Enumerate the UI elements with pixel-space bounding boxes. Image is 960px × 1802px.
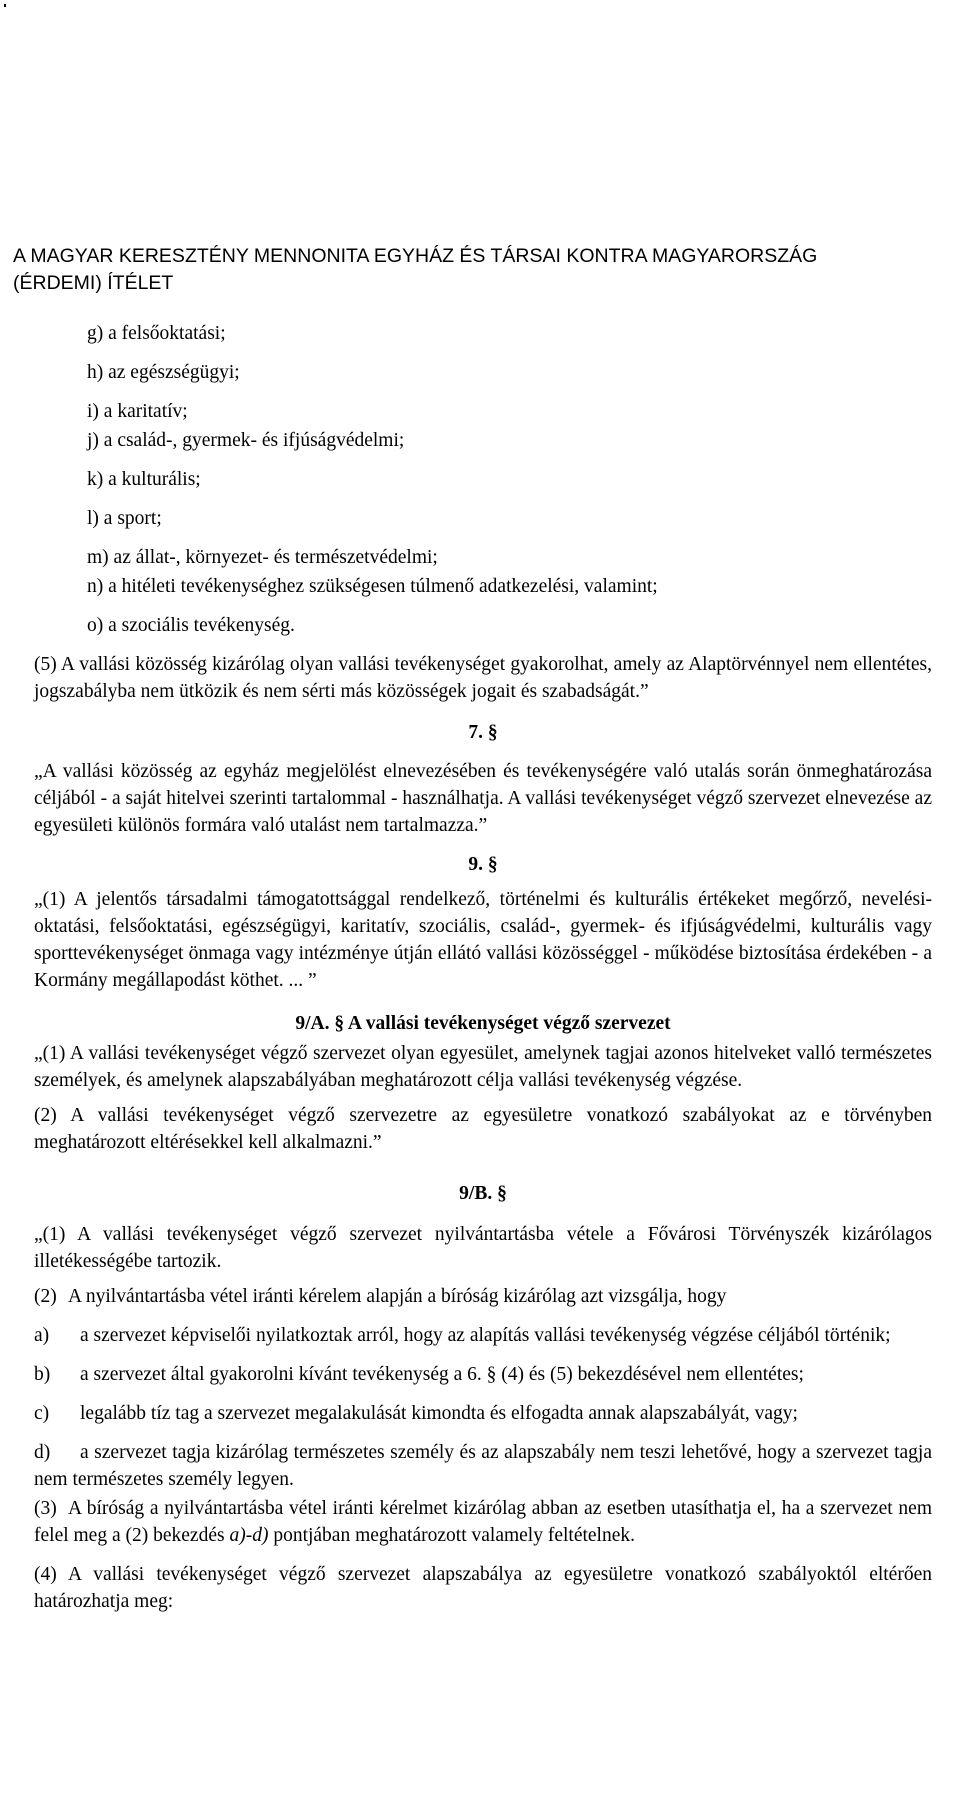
list-item: m) az állat-, környezet- és természetvédelmi; xyxy=(87,547,438,568)
page-corner-mark xyxy=(4,4,6,7)
list-item: o) a szociális tevékenység. xyxy=(87,615,295,636)
list-item: h) az egészségügyi; xyxy=(87,362,240,383)
para-text-italic: a)-d) xyxy=(229,1525,269,1546)
point-text: legalább tíz tag a szervezet megalakulását kimondta és elfogadta annak alapszabályát, vagy; xyxy=(80,1403,798,1424)
document-header xyxy=(13,243,817,297)
section-7-heading: 7. § xyxy=(468,722,498,743)
point-c xyxy=(34,1400,932,1427)
activity-list xyxy=(34,320,932,639)
para-number: (3) xyxy=(34,1498,57,1519)
point-letter: a) xyxy=(34,1325,50,1346)
list-item: k) a kulturális; xyxy=(87,469,201,490)
section-9-text: „(1) A jelentős társadalmi támogatottsággal rendelkező, történelmi és kulturális értékeket megőrző, nevelési-oktatási, felsőoktatási, egészségügyi, karitatív, szociális, család-, gyermek- és ifjúságvédelmi, kulturális vagy sporttevékenységet önmaga vagy intézménye útján ellátó vallási közösséggel - működése biztosítása érdekében - a Kormány megállapodást köthet. ... ” xyxy=(34,889,932,991)
section-9b-heading: 9/B. § xyxy=(459,1183,507,1204)
point-letter: c) xyxy=(34,1403,50,1424)
point-text: a szervezet tagja kizárólag természetes személy és az alapszabály nem teszi lehetővé, hogy a szervezet tagja nem természetes személy legyen. xyxy=(34,1442,932,1490)
paragraph-5: (5) A vallási közösség kizárólag olyan vallási tevékenységet gyakorolhat, amely az Alaptörvénnyel nem ellentétes, jogszabályba nem ütközik és nem sérti más közösségek jogait és szabadságát.” xyxy=(34,654,932,702)
list-item: n) a hitéleti tevékenységhez szükségesen túlmenő adatkezelési, valamint; xyxy=(87,576,658,597)
list-item: j) a család-, gyermek- és ifjúságvédelmi; xyxy=(87,430,405,451)
para-text: A vallási tevékenységet végző szervezet alapszabálya az egyesületre vonatkozó szabályoktól eltérően határozhatja meg: xyxy=(34,1564,932,1612)
list-item: g) a felsőoktatási; xyxy=(87,323,226,344)
list-item: l) a sport; xyxy=(87,508,162,529)
list-item: i) a karitatív; xyxy=(87,401,188,422)
point-b xyxy=(34,1361,932,1388)
header-subtitle: (ÉRDEMI) ÍTÉLET xyxy=(13,272,174,294)
point-d xyxy=(34,1439,932,1493)
section-7-text: „A vallási közösség az egyház megjelölést elnevezésében és tevékenységére való utalás során önmeghatározása céljából - a saját hitelvei szerinti tartalommal - használhatja. A vallási tevékenységet végző szervezet elnevezése az egyesületi különös formára való utalást nem tartalmazza.” xyxy=(34,761,932,836)
point-a xyxy=(34,1322,932,1349)
header-title: A MAGYAR KERESZTÉNY MENNONITA EGYHÁZ ÉS TÁRSAI KONTRA MAGYARORSZÁG xyxy=(13,245,818,267)
section-9b-para-4 xyxy=(34,1561,932,1615)
point-letter: d) xyxy=(34,1442,51,1463)
section-9a-para-1: „(1) A vallási tevékenységet végző szervezet olyan egyesület, amelynek tagjai azonos hitelveket valló természetes személyek, és amelynek alapszabályában meghatározott célja vallási tevékenység végzése. xyxy=(34,1043,932,1091)
point-letter: b) xyxy=(34,1364,51,1385)
section-9b-para-3 xyxy=(34,1495,932,1549)
para-text: A nyilvántartásba vétel iránti kérelem alapján a bíróság kizárólag azt vizsgálja, hogy xyxy=(68,1286,727,1307)
para-number: (2) xyxy=(34,1286,57,1307)
section-9b-para-1: „(1) A vallási tevékenységet végző szervezet nyilvántartásba vétele a Fővárosi Törvényszék kizárólagos illetékességébe tartozik. xyxy=(34,1224,932,1272)
point-text: a szervezet képviselői nyilatkoztak arról, hogy az alapítás vallási tevékenység végzése céljából történik; xyxy=(80,1325,891,1346)
section-9a-para-2: (2) A vallási tevékenységet végző szervezetre az egyesületre vonatkozó szabályokat az e törvényben meghatározott eltérésekkel kell alkalmazni.” xyxy=(34,1105,932,1153)
section-9b-para-2 xyxy=(34,1283,932,1310)
para-text: pontjában meghatározott valamely feltételnek. xyxy=(268,1525,635,1546)
section-9a-heading: 9/A. § A vallási tevékenységet végző szervezet xyxy=(295,1013,671,1034)
point-text: a szervezet által gyakorolni kívánt tevékenység a 6. § (4) és (5) bekezdésével nem ellentétes; xyxy=(80,1364,804,1385)
para-number: (4) xyxy=(34,1564,57,1585)
para-text: A bíróság a nyilvántartásba vétel iránti kérelmet kizárólag abban az esetben utasíthatja el, ha a szervezet nem felel meg a (2) bekezdés xyxy=(34,1498,932,1546)
section-9-heading: 9. § xyxy=(468,854,498,875)
document-body xyxy=(34,320,932,1615)
